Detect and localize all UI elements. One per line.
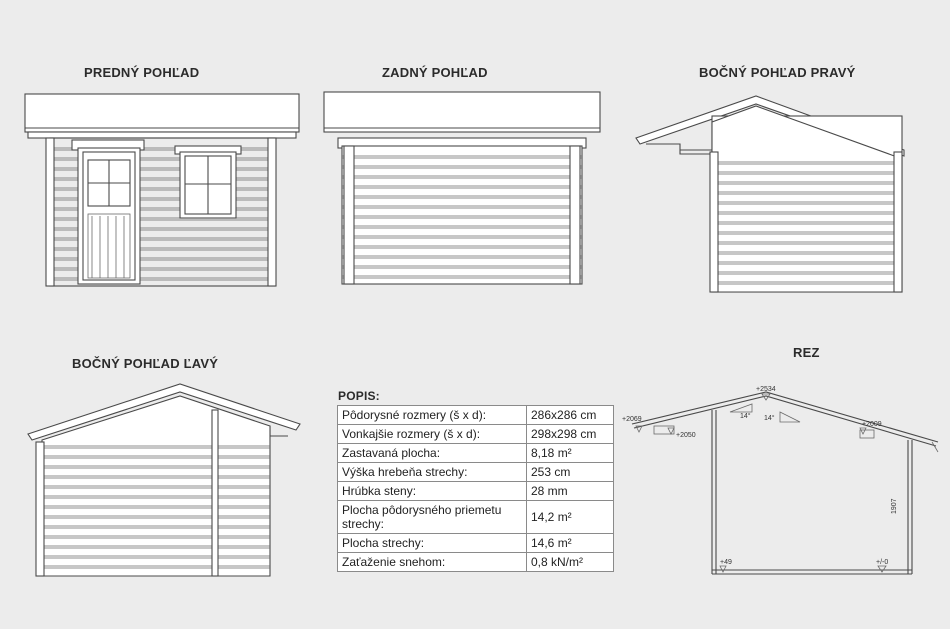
description-heading: POPIS: bbox=[338, 389, 380, 403]
dim-wall-height: 1907 bbox=[891, 498, 898, 514]
dim-floor: +49 bbox=[720, 559, 732, 566]
description-row-label: Pôdorysné rozmery (š x d): bbox=[338, 406, 527, 425]
description-table bbox=[337, 405, 614, 572]
description-row bbox=[338, 553, 614, 572]
description-row bbox=[338, 501, 614, 534]
description-row-value: 14,6 m² bbox=[527, 534, 614, 553]
description-row-value: 0,8 kN/m² bbox=[527, 553, 614, 572]
description-row-value: 286x286 cm bbox=[527, 406, 614, 425]
description-row-label: Plocha strechy: bbox=[338, 534, 527, 553]
right-side-view-drawing bbox=[632, 92, 917, 297]
description-row-label: Zastavaná plocha: bbox=[338, 444, 527, 463]
back-view-drawing bbox=[320, 88, 605, 293]
front-view-drawing bbox=[20, 88, 305, 293]
description-row-label: Výška hrebeňa strechy: bbox=[338, 463, 527, 482]
dim-ground: +/-0 bbox=[876, 559, 889, 566]
description-row-value: 298x298 cm bbox=[527, 425, 614, 444]
description-row-label: Vonkajšie rozmery (š x d): bbox=[338, 425, 527, 444]
dim-left-inner: +2050 bbox=[676, 432, 696, 439]
front-view-title: PREDNÝ POHĽAD bbox=[84, 65, 200, 80]
dim-ridge: +2534 bbox=[756, 386, 776, 393]
section-drawing bbox=[620, 370, 945, 585]
description-row-label: Zaťaženie snehom: bbox=[338, 553, 527, 572]
description-row bbox=[338, 406, 614, 425]
description-row bbox=[338, 444, 614, 463]
dim-left-eave: +2069 bbox=[622, 416, 642, 423]
description-row bbox=[338, 482, 614, 501]
description-row bbox=[338, 534, 614, 553]
left-side-view-drawing bbox=[24, 380, 309, 585]
dim-pitch-left: 14° bbox=[740, 413, 751, 420]
description-row-value: 28 mm bbox=[527, 482, 614, 501]
right-side-view-title: BOČNÝ POHĽAD PRAVÝ bbox=[699, 65, 856, 80]
description-row-value: 253 cm bbox=[527, 463, 614, 482]
back-view-title: ZADNÝ POHĽAD bbox=[382, 65, 488, 80]
dim-right-eave: +2009 bbox=[862, 421, 882, 428]
description-row bbox=[338, 463, 614, 482]
section-view-title: REZ bbox=[793, 345, 820, 360]
left-side-view-title: BOČNÝ POHĽAD ĽAVÝ bbox=[72, 356, 219, 371]
description-row bbox=[338, 425, 614, 444]
dim-pitch-right: 14° bbox=[764, 415, 775, 422]
description-row-label: Hrúbka steny: bbox=[338, 482, 527, 501]
description-row-label: Plocha pôdorysného priemetu strechy: bbox=[338, 501, 527, 534]
description-row-value: 14,2 m² bbox=[527, 501, 614, 534]
description-row-value: 8,18 m² bbox=[527, 444, 614, 463]
